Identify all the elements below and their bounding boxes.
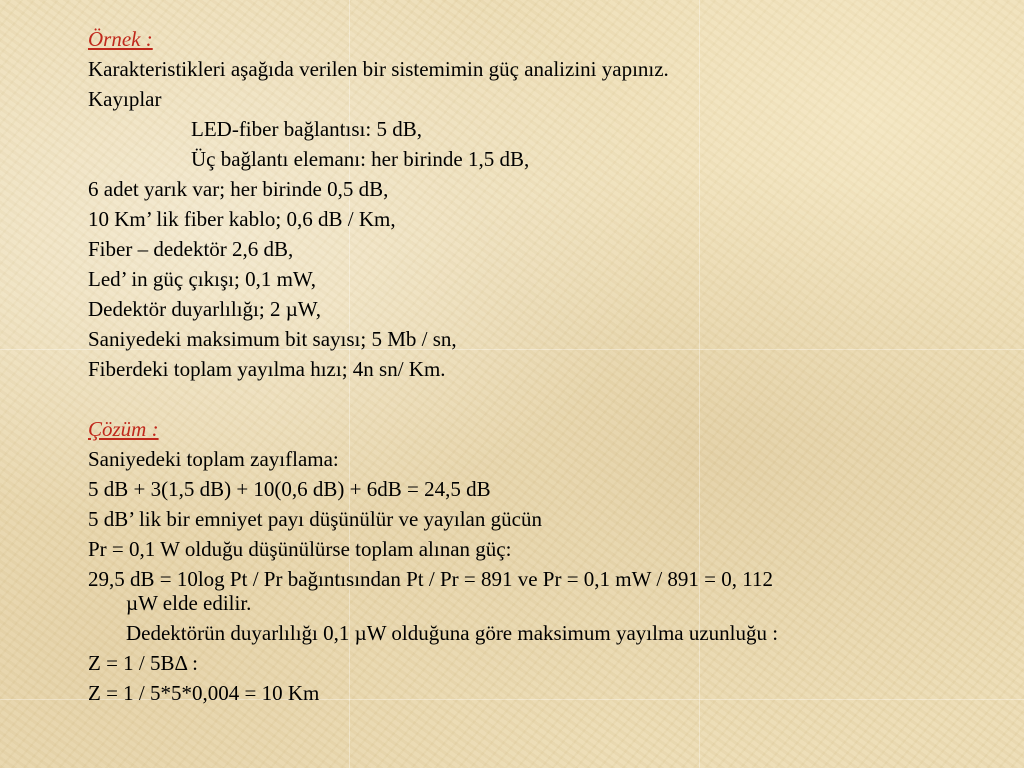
solution-line: 5 dB’ lik bir emniyet payı düşünülür ve yayılan gücün <box>88 507 542 531</box>
slide-content <box>88 24 988 708</box>
calculation-line-continued: µW elde edilir. <box>126 591 252 615</box>
spec-item: Saniyedeki maksimum bit sayısı; 5 Mb / sn, <box>88 327 457 351</box>
formula-line: Z = 1 / 5*5*0,004 = 10 Km <box>88 681 320 705</box>
spec-item: Led’ in güç çıkışı; 0,1 mW, <box>88 267 317 291</box>
solution-heading: Çözüm : <box>88 417 159 441</box>
spec-item: Fiberdeki toplam yayılma hızı; 4n sn/ Km. <box>88 357 446 381</box>
example-heading: Örnek : <box>88 27 153 51</box>
spacer <box>88 384 988 414</box>
solution-line: Pr = 0,1 W olduğu düşünülürse toplam alınan güç: <box>88 537 512 561</box>
loss-item: Üç bağlantı elemanı: her birinde 1,5 dB, <box>191 147 530 171</box>
spec-item: Dedektör duyarlılığı; 2 µW, <box>88 297 321 321</box>
loss-item: LED-fiber bağlantısı: 5 dB, <box>191 117 422 141</box>
solution-line: 5 dB + 3(1,5 dB) + 10(0,6 dB) + 6dB = 24,5 dB <box>88 477 491 501</box>
calculation-paragraph <box>88 564 988 618</box>
detector-line: Dedektörün duyarlılığı 0,1 µW olduğuna göre maksimum yayılma uzunluğu : <box>126 621 779 645</box>
example-intro: Karakteristikleri aşağıda verilen bir sistemimin güç analizini yapınız. <box>88 57 669 81</box>
spec-item: 10 Km’ lik fiber kablo; 0,6 dB / Km, <box>88 207 396 231</box>
spec-item: Fiber – dedektör 2,6 dB, <box>88 237 294 261</box>
calculation-line: 29,5 dB = 10log Pt / Pr bağıntısından Pt / Pr = 891 ve Pr = 0,1 mW / 891 = 0, 112 <box>88 567 773 591</box>
losses-label: Kayıplar <box>88 87 162 111</box>
formula-line: Z = 1 / 5BΔ : <box>88 651 198 675</box>
spec-item: 6 adet yarık var; her birinde 0,5 dB, <box>88 177 389 201</box>
solution-line: Saniyedeki toplam zayıflama: <box>88 447 339 471</box>
